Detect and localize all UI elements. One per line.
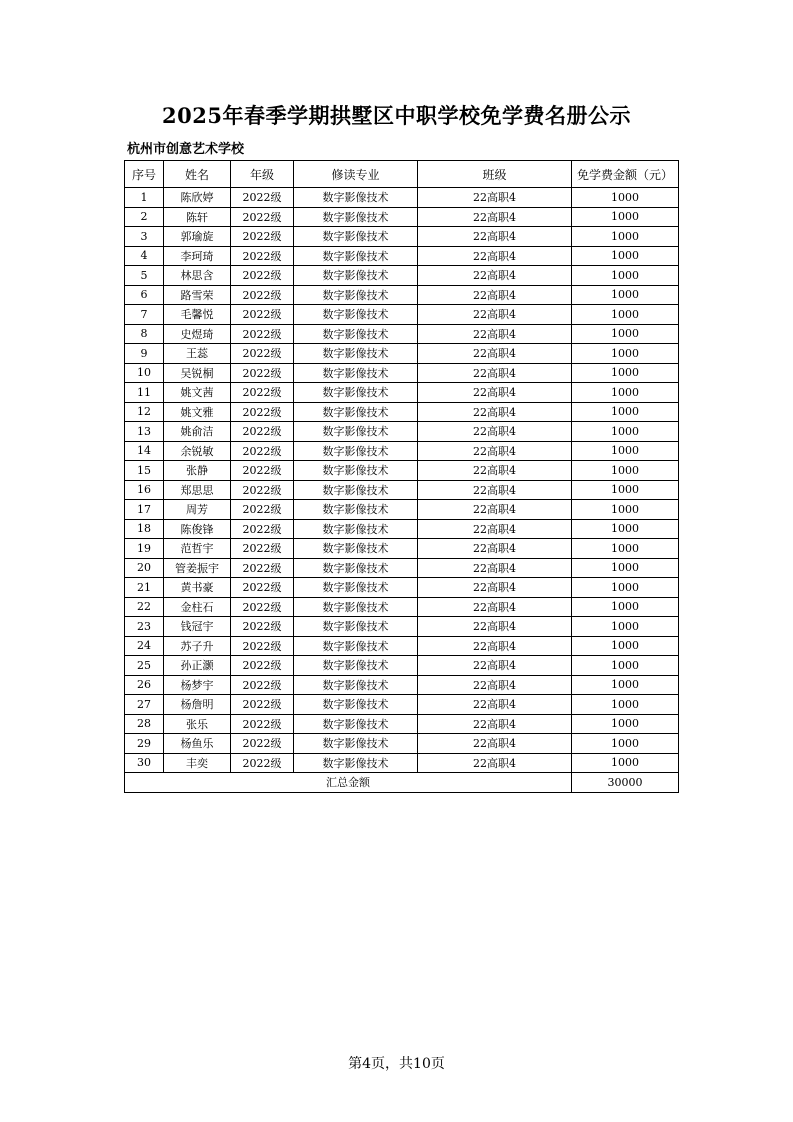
- cell-exemption-amount: 1000: [572, 617, 679, 637]
- cell-serial-number: 11: [125, 383, 164, 403]
- page-title: 2025年春季学期拱墅区中职学校免学费名册公示: [162, 103, 631, 128]
- school-name: 杭州市创意艺术学校: [127, 142, 245, 157]
- cell-major: 数字影像技术: [294, 597, 418, 617]
- cell-serial-number: 17: [125, 500, 164, 520]
- cell-class: 22高职4: [418, 207, 572, 227]
- cell-major: 数字影像技术: [294, 285, 418, 305]
- cell-grade: 2022级: [231, 597, 294, 617]
- cell-exemption-amount: 1000: [572, 539, 679, 559]
- cell-serial-number: 6: [125, 285, 164, 305]
- cell-student-name: 张乐: [164, 714, 231, 734]
- header-major: 修读专业: [294, 161, 418, 188]
- cell-exemption-amount: 1000: [572, 695, 679, 715]
- cell-serial-number: 1: [125, 188, 164, 208]
- cell-exemption-amount: 1000: [572, 266, 679, 286]
- cell-serial-number: 5: [125, 266, 164, 286]
- table-row: [125, 344, 679, 364]
- table-row: [125, 461, 679, 481]
- cell-class: 22高职4: [418, 500, 572, 520]
- cell-class: 22高职4: [418, 539, 572, 559]
- cell-major: 数字影像技术: [294, 266, 418, 286]
- cell-student-name: 管姜振宇: [164, 558, 231, 578]
- cell-major: 数字影像技术: [294, 500, 418, 520]
- total-row: [125, 773, 679, 793]
- cell-serial-number: 27: [125, 695, 164, 715]
- cell-class: 22高职4: [418, 363, 572, 383]
- cell-class: 22高职4: [418, 324, 572, 344]
- total-label: 汇总金额: [125, 773, 572, 793]
- table-row: [125, 305, 679, 325]
- cell-student-name: 郭瑜旋: [164, 227, 231, 247]
- cell-major: 数字影像技术: [294, 539, 418, 559]
- cell-exemption-amount: 1000: [572, 207, 679, 227]
- cell-major: 数字影像技术: [294, 402, 418, 422]
- cell-major: 数字影像技术: [294, 461, 418, 481]
- table-row: [125, 539, 679, 559]
- cell-grade: 2022级: [231, 675, 294, 695]
- cell-major: 数字影像技术: [294, 363, 418, 383]
- cell-class: 22高职4: [418, 383, 572, 403]
- cell-grade: 2022级: [231, 558, 294, 578]
- cell-grade: 2022级: [231, 383, 294, 403]
- cell-student-name: 陈俊锋: [164, 519, 231, 539]
- table-row: [125, 480, 679, 500]
- cell-serial-number: 20: [125, 558, 164, 578]
- cell-student-name: 杨梦宇: [164, 675, 231, 695]
- cell-exemption-amount: 1000: [572, 636, 679, 656]
- cell-major: 数字影像技术: [294, 617, 418, 637]
- cell-major: 数字影像技术: [294, 753, 418, 773]
- cell-class: 22高职4: [418, 714, 572, 734]
- table-row: [125, 753, 679, 773]
- cell-exemption-amount: 1000: [572, 714, 679, 734]
- table-row: [125, 324, 679, 344]
- cell-serial-number: 26: [125, 675, 164, 695]
- cell-student-name: 吴锐桐: [164, 363, 231, 383]
- cell-class: 22高职4: [418, 695, 572, 715]
- cell-serial-number: 10: [125, 363, 164, 383]
- cell-class: 22高职4: [418, 636, 572, 656]
- cell-class: 22高职4: [418, 305, 572, 325]
- cell-class: 22高职4: [418, 461, 572, 481]
- cell-serial-number: 13: [125, 422, 164, 442]
- table-row: [125, 714, 679, 734]
- cell-grade: 2022级: [231, 539, 294, 559]
- cell-serial-number: 22: [125, 597, 164, 617]
- cell-student-name: 林思含: [164, 266, 231, 286]
- cell-class: 22高职4: [418, 597, 572, 617]
- table-row: [125, 656, 679, 676]
- cell-grade: 2022级: [231, 753, 294, 773]
- cell-exemption-amount: 1000: [572, 656, 679, 676]
- cell-exemption-amount: 1000: [572, 480, 679, 500]
- fee-exemption-table: [124, 160, 679, 793]
- cell-student-name: 李珂琦: [164, 246, 231, 266]
- cell-student-name: 姚文茜: [164, 383, 231, 403]
- cell-grade: 2022级: [231, 422, 294, 442]
- cell-serial-number: 23: [125, 617, 164, 637]
- table-row: [125, 402, 679, 422]
- cell-exemption-amount: 1000: [572, 402, 679, 422]
- table-row: [125, 207, 679, 227]
- cell-student-name: 路雪荣: [164, 285, 231, 305]
- cell-grade: 2022级: [231, 305, 294, 325]
- table-row: [125, 266, 679, 286]
- cell-exemption-amount: 1000: [572, 675, 679, 695]
- cell-grade: 2022级: [231, 734, 294, 754]
- cell-class: 22高职4: [418, 285, 572, 305]
- cell-major: 数字影像技术: [294, 207, 418, 227]
- cell-student-name: 黄书豪: [164, 578, 231, 598]
- cell-class: 22高职4: [418, 734, 572, 754]
- cell-serial-number: 21: [125, 578, 164, 598]
- cell-exemption-amount: 1000: [572, 500, 679, 520]
- cell-grade: 2022级: [231, 461, 294, 481]
- cell-major: 数字影像技术: [294, 383, 418, 403]
- cell-serial-number: 12: [125, 402, 164, 422]
- cell-student-name: 陈欣婷: [164, 188, 231, 208]
- cell-student-name: 孙正灏: [164, 656, 231, 676]
- cell-major: 数字影像技术: [294, 441, 418, 461]
- page-number: 第4页，共10页: [348, 1056, 445, 1072]
- cell-serial-number: 8: [125, 324, 164, 344]
- cell-class: 22高职4: [418, 480, 572, 500]
- cell-serial-number: 28: [125, 714, 164, 734]
- cell-major: 数字影像技术: [294, 695, 418, 715]
- cell-exemption-amount: 1000: [572, 519, 679, 539]
- cell-major: 数字影像技术: [294, 675, 418, 695]
- cell-grade: 2022级: [231, 188, 294, 208]
- table-row: [125, 285, 679, 305]
- cell-exemption-amount: 1000: [572, 461, 679, 481]
- header-class: 班级: [418, 161, 572, 188]
- cell-student-name: 苏子升: [164, 636, 231, 656]
- cell-class: 22高职4: [418, 188, 572, 208]
- cell-grade: 2022级: [231, 636, 294, 656]
- cell-exemption-amount: 1000: [572, 227, 679, 247]
- cell-class: 22高职4: [418, 753, 572, 773]
- table-row: [125, 246, 679, 266]
- header-student-name: 姓名: [164, 161, 231, 188]
- table-header-row: [125, 161, 679, 188]
- cell-serial-number: 19: [125, 539, 164, 559]
- cell-class: 22高职4: [418, 441, 572, 461]
- table-row: [125, 227, 679, 247]
- cell-student-name: 王蕊: [164, 344, 231, 364]
- table-body: [125, 188, 679, 773]
- cell-serial-number: 2: [125, 207, 164, 227]
- cell-student-name: 钱冠宇: [164, 617, 231, 637]
- cell-major: 数字影像技术: [294, 519, 418, 539]
- cell-major: 数字影像技术: [294, 227, 418, 247]
- header-serial-number: 序号: [125, 161, 164, 188]
- cell-serial-number: 7: [125, 305, 164, 325]
- table-row: [125, 363, 679, 383]
- cell-major: 数字影像技术: [294, 422, 418, 442]
- cell-grade: 2022级: [231, 363, 294, 383]
- cell-class: 22高职4: [418, 344, 572, 364]
- cell-grade: 2022级: [231, 285, 294, 305]
- cell-grade: 2022级: [231, 695, 294, 715]
- cell-major: 数字影像技术: [294, 734, 418, 754]
- table-row: [125, 636, 679, 656]
- cell-class: 22高职4: [418, 227, 572, 247]
- cell-grade: 2022级: [231, 578, 294, 598]
- header-exemption-amount: 免学费金额（元）: [572, 161, 679, 188]
- total-value: 30000: [572, 773, 679, 793]
- cell-student-name: 郑思思: [164, 480, 231, 500]
- cell-exemption-amount: 1000: [572, 246, 679, 266]
- cell-serial-number: 24: [125, 636, 164, 656]
- cell-serial-number: 9: [125, 344, 164, 364]
- cell-exemption-amount: 1000: [572, 597, 679, 617]
- cell-class: 22高职4: [418, 266, 572, 286]
- cell-student-name: 余锐敏: [164, 441, 231, 461]
- table-row: [125, 441, 679, 461]
- cell-exemption-amount: 1000: [572, 188, 679, 208]
- cell-exemption-amount: 1000: [572, 324, 679, 344]
- cell-serial-number: 3: [125, 227, 164, 247]
- cell-student-name: 姚文雅: [164, 402, 231, 422]
- table-row: [125, 188, 679, 208]
- table-row: [125, 734, 679, 754]
- cell-grade: 2022级: [231, 656, 294, 676]
- cell-class: 22高职4: [418, 656, 572, 676]
- cell-serial-number: 29: [125, 734, 164, 754]
- cell-major: 数字影像技术: [294, 714, 418, 734]
- cell-grade: 2022级: [231, 441, 294, 461]
- cell-exemption-amount: 1000: [572, 734, 679, 754]
- cell-student-name: 史煜琦: [164, 324, 231, 344]
- cell-serial-number: 4: [125, 246, 164, 266]
- cell-grade: 2022级: [231, 500, 294, 520]
- cell-student-name: 金柱石: [164, 597, 231, 617]
- table-row: [125, 695, 679, 715]
- cell-student-name: 杨鱼乐: [164, 734, 231, 754]
- cell-student-name: 范哲宇: [164, 539, 231, 559]
- cell-grade: 2022级: [231, 402, 294, 422]
- cell-exemption-amount: 1000: [572, 305, 679, 325]
- cell-major: 数字影像技术: [294, 578, 418, 598]
- cell-serial-number: 16: [125, 480, 164, 500]
- cell-major: 数字影像技术: [294, 324, 418, 344]
- cell-exemption-amount: 1000: [572, 578, 679, 598]
- cell-class: 22高职4: [418, 246, 572, 266]
- cell-grade: 2022级: [231, 344, 294, 364]
- table-row: [125, 558, 679, 578]
- cell-class: 22高职4: [418, 519, 572, 539]
- cell-exemption-amount: 1000: [572, 753, 679, 773]
- cell-student-name: 陈轩: [164, 207, 231, 227]
- cell-exemption-amount: 1000: [572, 558, 679, 578]
- cell-class: 22高职4: [418, 402, 572, 422]
- cell-class: 22高职4: [418, 617, 572, 637]
- cell-student-name: 姚俞洁: [164, 422, 231, 442]
- cell-serial-number: 14: [125, 441, 164, 461]
- cell-class: 22高职4: [418, 558, 572, 578]
- cell-exemption-amount: 1000: [572, 441, 679, 461]
- cell-serial-number: 30: [125, 753, 164, 773]
- table-row: [125, 422, 679, 442]
- cell-grade: 2022级: [231, 519, 294, 539]
- table-row: [125, 383, 679, 403]
- cell-serial-number: 25: [125, 656, 164, 676]
- cell-major: 数字影像技术: [294, 188, 418, 208]
- cell-serial-number: 18: [125, 519, 164, 539]
- cell-exemption-amount: 1000: [572, 383, 679, 403]
- cell-grade: 2022级: [231, 324, 294, 344]
- table-row: [125, 617, 679, 637]
- cell-major: 数字影像技术: [294, 636, 418, 656]
- cell-exemption-amount: 1000: [572, 285, 679, 305]
- cell-major: 数字影像技术: [294, 246, 418, 266]
- cell-serial-number: 15: [125, 461, 164, 481]
- cell-grade: 2022级: [231, 714, 294, 734]
- cell-major: 数字影像技术: [294, 558, 418, 578]
- cell-grade: 2022级: [231, 617, 294, 637]
- cell-grade: 2022级: [231, 227, 294, 247]
- cell-exemption-amount: 1000: [572, 344, 679, 364]
- cell-student-name: 张静: [164, 461, 231, 481]
- cell-grade: 2022级: [231, 246, 294, 266]
- cell-class: 22高职4: [418, 422, 572, 442]
- cell-grade: 2022级: [231, 480, 294, 500]
- cell-class: 22高职4: [418, 578, 572, 598]
- table-row: [125, 578, 679, 598]
- table-row: [125, 500, 679, 520]
- cell-grade: 2022级: [231, 207, 294, 227]
- cell-major: 数字影像技术: [294, 344, 418, 364]
- cell-exemption-amount: 1000: [572, 422, 679, 442]
- cell-student-name: 杨詹明: [164, 695, 231, 715]
- cell-major: 数字影像技术: [294, 656, 418, 676]
- cell-student-name: 丰奕: [164, 753, 231, 773]
- table-row: [125, 597, 679, 617]
- cell-student-name: 毛馨悦: [164, 305, 231, 325]
- cell-class: 22高职4: [418, 675, 572, 695]
- cell-major: 数字影像技术: [294, 305, 418, 325]
- cell-exemption-amount: 1000: [572, 363, 679, 383]
- table-row: [125, 519, 679, 539]
- cell-major: 数字影像技术: [294, 480, 418, 500]
- cell-student-name: 周芳: [164, 500, 231, 520]
- cell-grade: 2022级: [231, 266, 294, 286]
- header-grade: 年级: [231, 161, 294, 188]
- table-row: [125, 675, 679, 695]
